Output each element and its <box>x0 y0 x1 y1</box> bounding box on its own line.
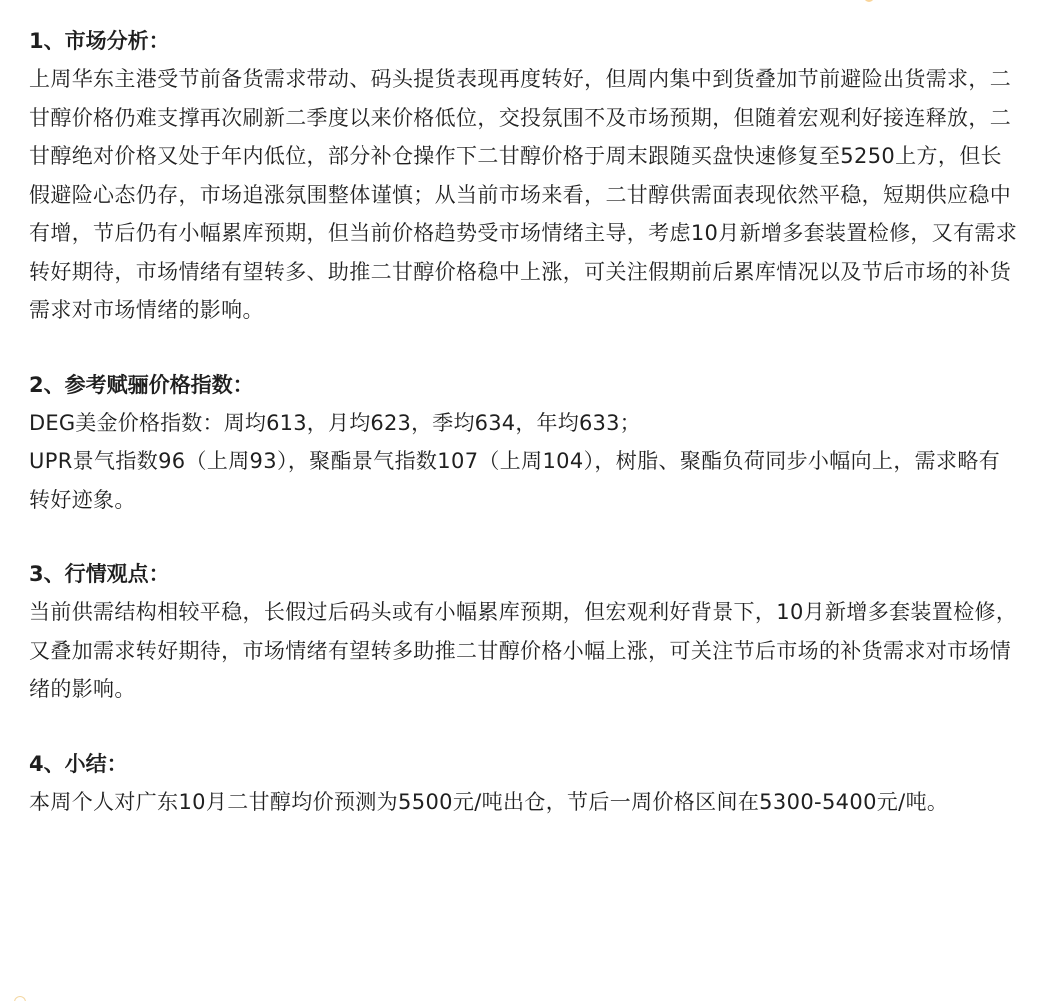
section-heading: 3、行情观点： <box>29 562 170 586</box>
section-paragraph: UPR景气指数96（上周93），聚酯景气指数107（上周104），树脂、聚酯负荷同步小幅向上，需求略有转好迹象。 <box>29 449 1001 512</box>
section-heading: 2、参考赋骊价格指数： <box>29 372 254 397</box>
section-heading: 4、小结： <box>29 751 128 776</box>
section-paragraph: 本周个人对广东10月二甘醇均价预测为5500元/吨出仓，节后一周价格区间在5300-5400元/吨。 <box>29 789 949 814</box>
section-price-index <box>29 366 1019 520</box>
section-paragraph: 当前供需结构相较平稳，长假过后码头或有小幅累库预期，但宏观利好背景下，10月新增多套装置检修，又叠加需求转好期待，市场情绪有望转多助推二甘醇价格小幅上涨，可关注节后市场的补货需求对市场情绪的影响。 <box>29 600 1018 701</box>
section-market-analysis <box>29 22 1019 330</box>
decorative-dot-top <box>864 0 874 2</box>
section-heading: 1、市场分析： <box>29 29 170 53</box>
article-body <box>29 22 1019 857</box>
section-paragraph: 上周华东主港受节前备货需求带动、码头提货表现再度转好，但周内集中到货叠加节前避险出货需求，二甘醇价格仍难支撑再次刷新二季度以来价格低位，交投氛围不及市场预期，但随着宏观利好接连释放，二甘醇绝对价格又处于年内低位，部分补仓操作下二甘醇价格于周末跟随买盘快速修复至5250上方，但长假避险心态仍存，市场追涨氛围整体谨慎；从当前市场来看，二甘醇供需面表现依然平稳，短期供应稳中有增，节后仍有小幅累库预期，但当前价格趋势受市场情绪主导，考虑10月新增多套装置检修，又有需求转好期待，市场情绪有望转多、助推二甘醇价格稳中上涨，可关注假期前后累库情况以及节后市场的补货需求对市场情绪的影响。 <box>29 67 1018 322</box>
section-market-view <box>29 555 1019 709</box>
section-summary <box>29 745 1019 822</box>
decorative-dot-bottom <box>14 996 26 1001</box>
section-paragraph: DEG美金价格指数：周均613，月均623，季均634，年均633； <box>29 410 641 435</box>
